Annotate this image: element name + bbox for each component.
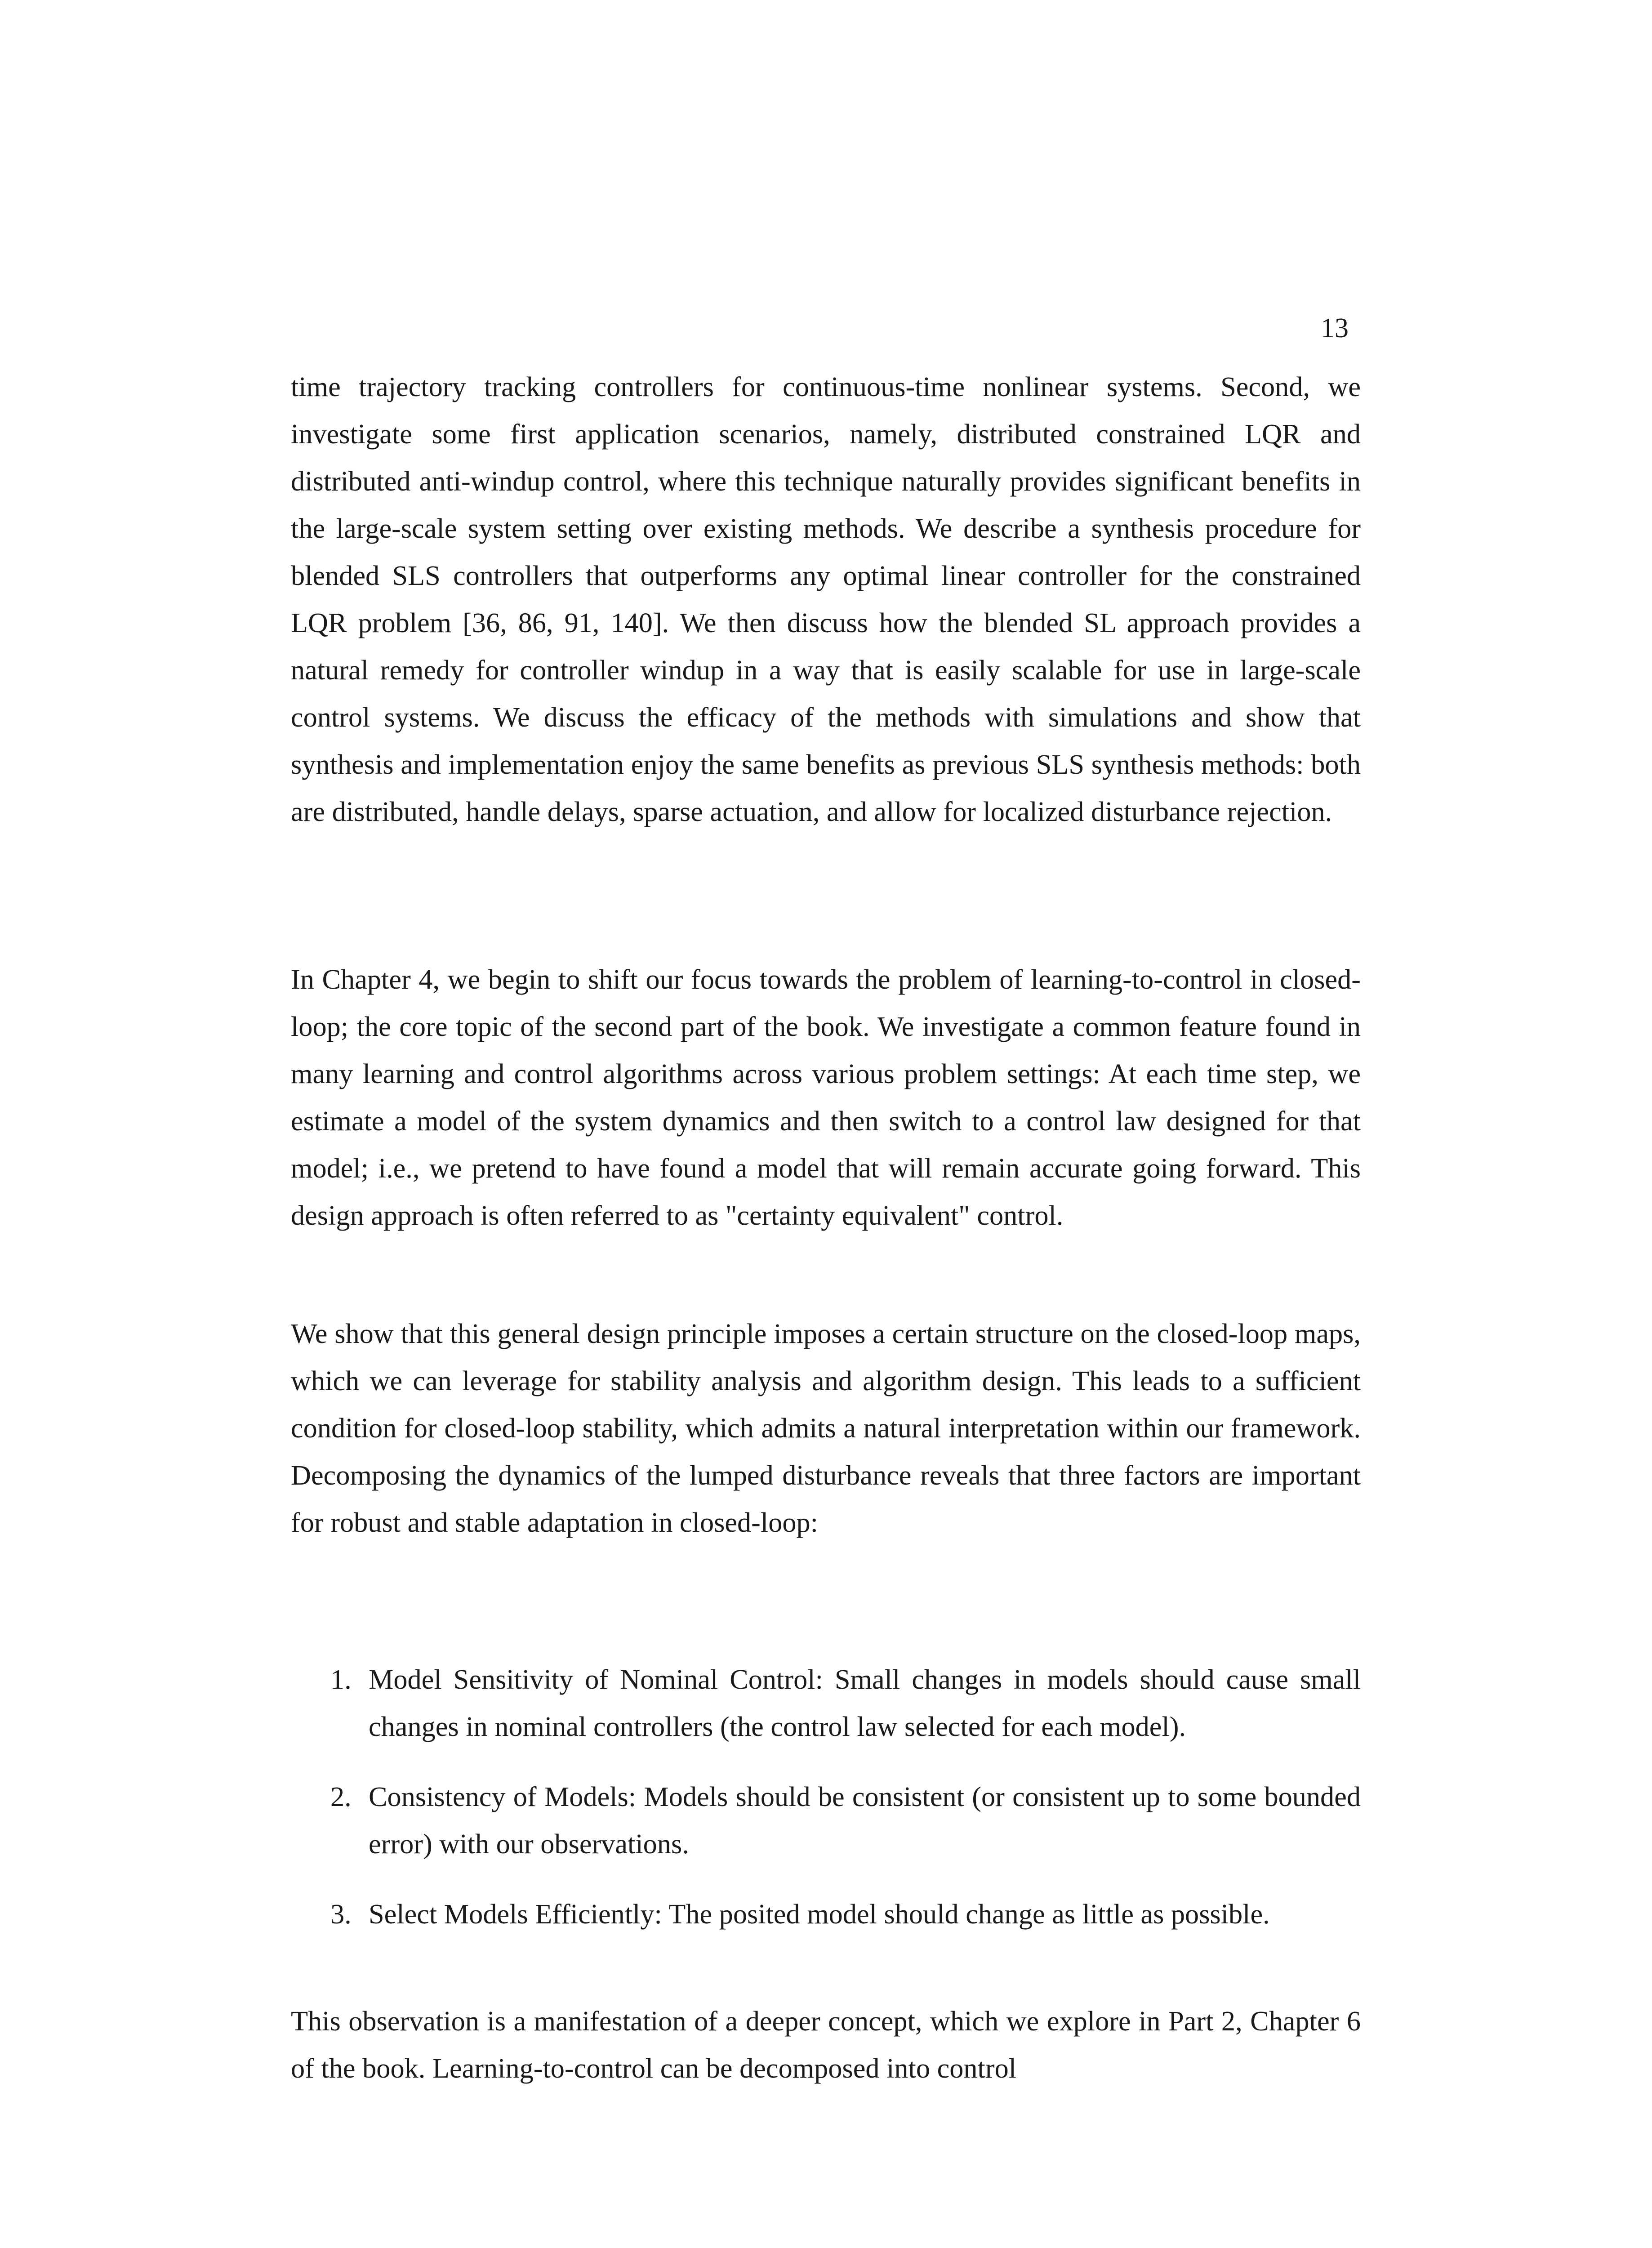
list-item — [291, 1656, 1361, 1750]
paragraph: This observation is a manifestation of a deeper concept, which we explore in Part 2, Chapter 6 of the book. Learning-to-control can be decomposed into control — [291, 2006, 1361, 2084]
page-number: 13 — [1321, 313, 1349, 343]
list-item-number: 3. — [330, 1899, 352, 1930]
paragraph: In Chapter 4, we begin to shift our focus towards the problem of learning-to-control in closed-loop; the core topic of the second part of the book. We investigate a common feature found in many learning and control algorithms across various problem settings: At each time step, we estimate a model of the system dynamics and then switch to a control law designed for that model; i.e., we pretend to have found a model that will remain accurate going forward. This design approach is often referred to as "certainty equivalent" control. — [291, 964, 1361, 1231]
list-item-text: Consistency of Models: Models should be consistent (or consistent up to some bounded error) with our observations. — [369, 1781, 1361, 1860]
paragraph-2-block — [291, 956, 1361, 1239]
list-item — [291, 1773, 1361, 1868]
list-item-text: Select Models Efficiently: The posited model should change as little as possible. — [369, 1899, 1270, 1930]
list-item — [291, 1891, 1361, 1938]
paragraph-4-block — [291, 1998, 1361, 2092]
list-item-number: 1. — [330, 1664, 352, 1695]
paragraph: time trajectory tracking controllers for continuous-time nonlinear systems. Second, we investigate some first application scenarios, namely, distributed constrained LQR and distributed anti-windup control, where this technique naturally provides significant benefits in the large-scale system setting over existing methods. We describe a synthesis procedure for blended SLS controllers that outperforms any optimal linear controller for the constrained LQR problem [36, 86, 91, 140]. We then discuss how the blended SL approach provides a natural remedy for controller windup in a way that is easily scalable for use in large-scale control systems. We discuss the efficacy of the methods with simulations and show that synthesis and implementation enjoy the same benefits as previous SLS synthesis methods: both are distributed, handle delays, sparse actuation, and allow for localized disturbance rejection. — [291, 371, 1361, 827]
paragraph: We show that this general design principle imposes a certain structure on the closed-loop maps, which we can leverage for stability analysis and algorithm design. This leads to a sufficient condition for closed-loop stability, which admits a natural interpretation within our framework. Decomposing the dynamics of the lumped disturbance reveals that three factors are important for robust and stable adaptation in closed-loop: — [291, 1318, 1361, 1538]
paragraph-1-block — [291, 363, 1361, 835]
numbered-list — [291, 1656, 1361, 1938]
paragraph-3-block — [291, 1310, 1361, 1546]
list-item-text: Model Sensitivity of Nominal Control: Small changes in models should cause small changes in nominal controllers (the control law selected for each model). — [369, 1664, 1361, 1742]
list-item-number: 2. — [330, 1781, 352, 1812]
